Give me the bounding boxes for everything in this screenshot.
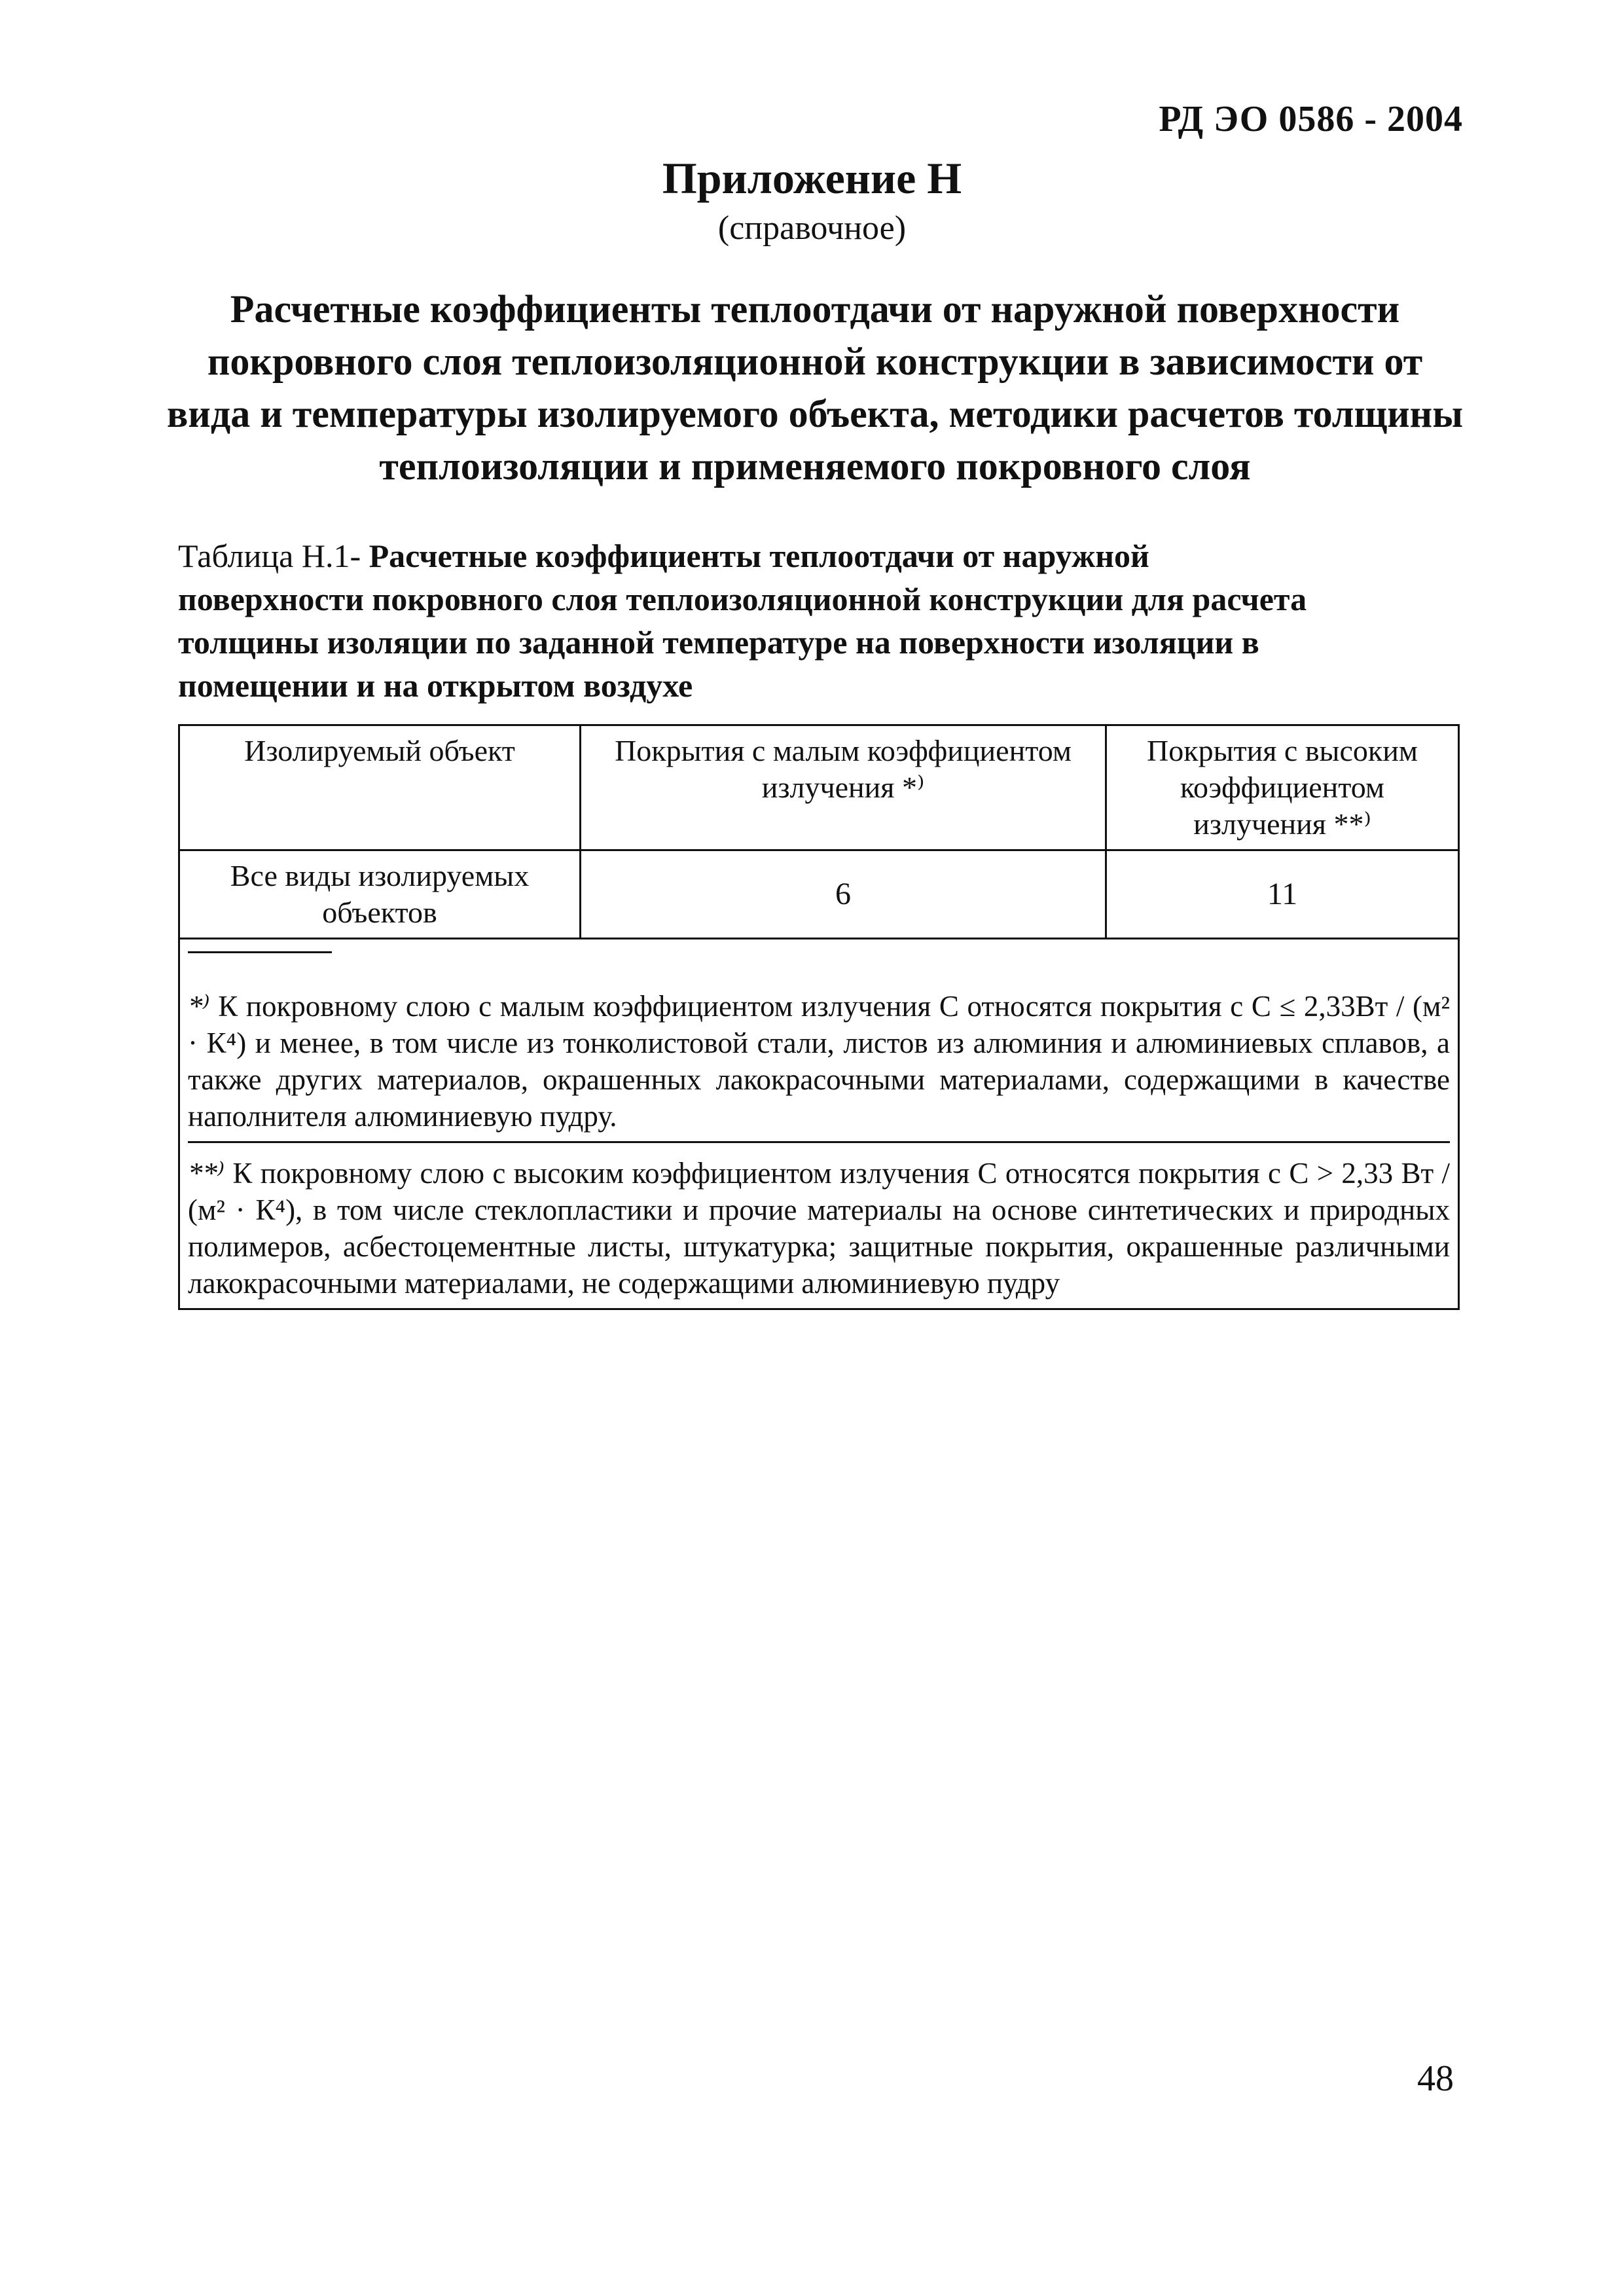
appendix-subtitle: (справочное)	[717, 210, 907, 247]
footnote-text: К покровному слою с малым коэффициентом излучения С относятся покрытия с С ≤ 2,33Вт / (м² · К⁴) и менее, в том числе из тонколистовой стали, листов из алюминия и алюминиевых сплавов, а также других материалов, окрашенных лакокрасочными материалами, содержащими в качестве наполнителя алюминиевую пудру.	[188, 990, 1450, 1133]
document-code: РД ЭО 0586 - 2004	[1159, 99, 1463, 139]
footnote-low-emissivity	[188, 939, 1450, 1141]
coefficient-table	[178, 724, 1460, 1310]
table-caption	[178, 534, 1343, 707]
footnote-high-emissivity	[188, 1141, 1450, 1308]
footnote-text: К покровному слою с высоким коэффициентом излучения С относятся покрытия с С > 2,33 Вт / (м² · К⁴), в том числе стеклопластики и прочие материалы на основе синтетических и природных полимеров, асбестоцементные листы, штукатурка; защитные покрытия, окрашенные различными лакокрасочными материалами, не содержащими алюминиевую пудру	[188, 1157, 1450, 1300]
appendix-title: Приложение Н	[662, 153, 962, 203]
table-caption-label: Таблица Н.1-	[178, 538, 369, 574]
header-cell-low-emissivity: Покрытия с малым коэффициентом излучения *⁾	[581, 725, 1106, 850]
table-row	[179, 850, 1459, 939]
header-cell-high-emissivity: Покрытия с высоким коэффициентом излучения **⁾	[1106, 725, 1459, 850]
footnote-mark: *⁾	[188, 990, 210, 1023]
header-cell-object: Изолируемый объект	[179, 725, 581, 850]
footnote-separator	[188, 951, 332, 953]
table-cell-high-value: 11	[1106, 850, 1459, 939]
footnote-mark: **⁾	[188, 1157, 225, 1190]
table-notes-row	[179, 939, 1459, 1309]
table-cell-low-value: 6	[581, 850, 1106, 939]
page-number: 48	[1417, 2058, 1454, 2099]
table-notes-cell	[179, 939, 1459, 1309]
table-cell-object: Все виды изолируемых объектов	[179, 850, 581, 939]
table-caption-text: Расчетные коэффициенты теплоотдачи от наружной поверхности покровного слоя теплоизоляционной конструкции для расчета толщины изоляции по заданной температуре на поверхности изоляции в помещении и на открытом воздухе	[178, 538, 1307, 704]
section-heading: Расчетные коэффициенты теплоотдачи от наружной поверхности покровного слоя теплоизоляционной конструкции в зависимости от вида и температуры изолируемого объекта, методики расчетов толщины теплоизоляции и применяемого покровного слоя	[166, 287, 1464, 488]
table-header-row	[179, 725, 1459, 850]
